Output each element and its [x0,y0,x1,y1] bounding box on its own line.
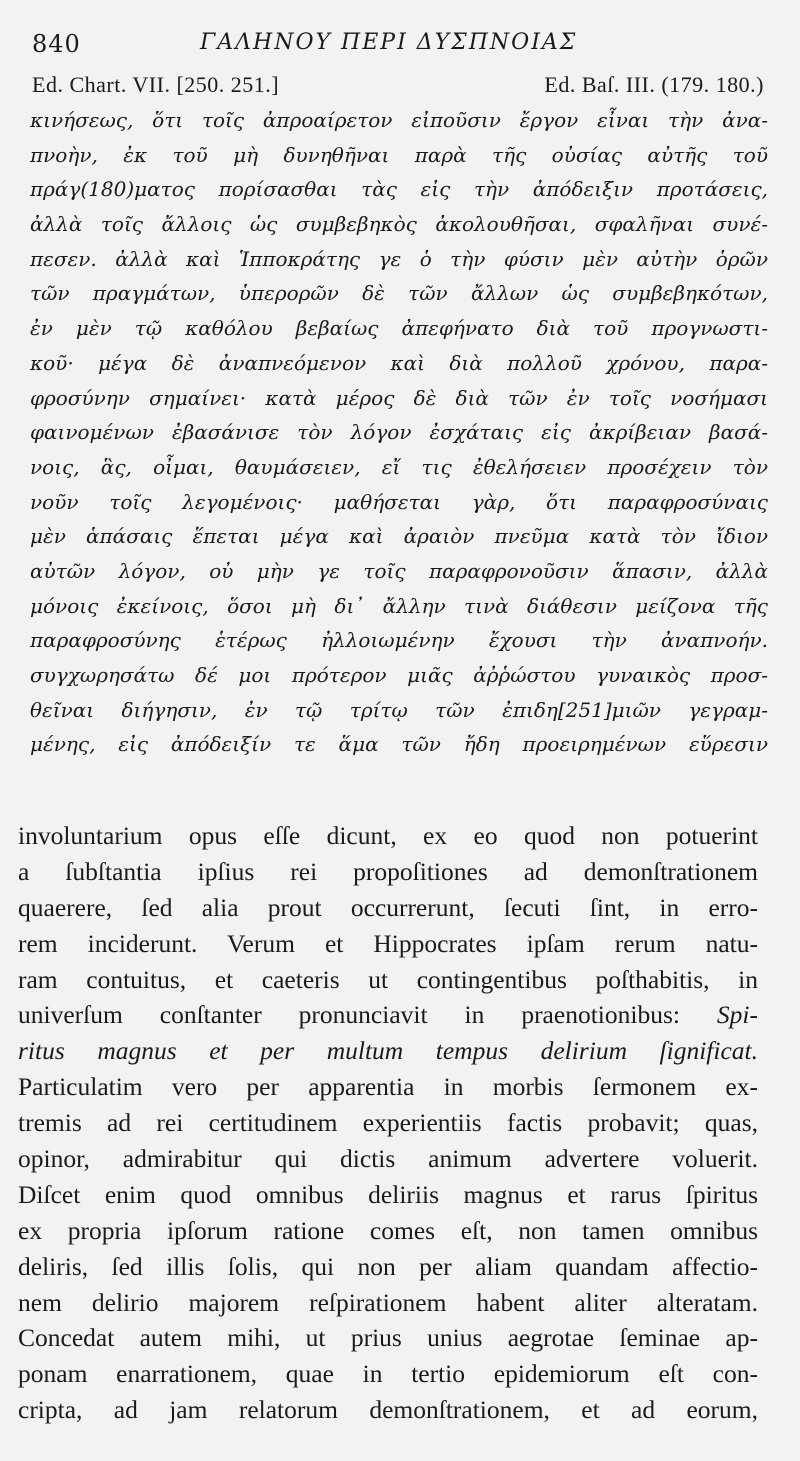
greek-text-line: ἀλλὰ τοῖς ἄλλοις ὡς συμβεβηκὸς ἀκολουθῆσαι, σφαλῆναι συνέ- [30,212,768,237]
greek-text-line: αὐτῶν λόγον, οὐ μὴν γε τοῖς παραφρονοῦσιν ἅπασιν, ἀλλὰ [30,558,768,583]
greek-text-line: φροσύνην σημαίνει· κατὰ μέρος δὲ διὰ τῶν ἐν τοῖς νοσήμασι [30,385,768,410]
latin-text-segment: Concedat autem mihi, ut prius unius aegrotae ſeminae ap- [18,1323,758,1353]
latin-text-line [18,1320,758,1356]
italic-quotation: ritus magnus et per multum tempus delirium ſignificat. [18,1036,758,1066]
latin-text-segment: ram contuitus, et caeteris ut contingentibus poſthabitis, in [18,964,758,994]
latin-text-segment: nem delirio majorem reſpirationem habent aliter alteratam. [18,1287,758,1317]
edition-reference-chartier: Ed. Chart. VII. [250. 251.] [32,72,280,97]
latin-text-line [18,1141,758,1177]
latin-text-block [18,818,758,1428]
greek-text-line: πνοὴν, ἐκ τοῦ μὴ δυνηθῆναι παρὰ τῆς οὐσίας αὐτῆς τοῦ [30,142,768,167]
latin-text-line [18,1249,758,1285]
greek-text-line: κινήσεως, ὅτι τοῖς ἀπροαίρετον εἰποῦσιν ἔργον εἶναι τὴν ἀνα- [30,108,768,132]
greek-text-line: παραφροσύνης ἑτέρως ἠλλοιωμένην ἔχουσι τὴν ἀναπνοήν. [30,628,768,653]
page-number: 840 [32,30,81,58]
greek-text-line: τῶν πραγμάτων, ὑπερορῶν δὲ τῶν ἄλλων ὡς συμβεβηκότων, [30,281,768,306]
italic-quotation: Spi- [716,1000,758,1030]
latin-text-line [18,926,758,962]
latin-text-segment: Particulatim vero per apparentia in morbis ſermonem ex- [18,1072,758,1102]
latin-text-segment: ex propria ipſorum ratione comes eſt, non tamen omnibus [18,1215,758,1245]
greek-text-line: ἐν μὲν τῷ καθόλου βεβαίως ἀπεφήνατο διὰ τοῦ προγνωστι- [30,316,768,341]
greek-text-line: συγχωρησάτω δέ μοι πρότερον μιᾶς ἀῤῥώστου γυναικὸς προσ- [30,663,768,687]
latin-text-line [18,997,758,1033]
latin-text-line [18,1285,758,1321]
latin-text-line [18,818,758,854]
latin-text-segment: tremis ad rei certitudinem experientiis factis probavit; quas, [18,1108,758,1138]
greek-text-line: νοις, ἃς, οἶμαι, θαυμάσειεν, εἴ τις ἐθελήσειεν προσέχειν τὸν [30,454,768,479]
greek-text-block [30,103,768,762]
latin-text-segment: rem inciderunt. Verum et Hippocrates ipſam rerum natu- [18,928,758,958]
latin-text-line [18,1392,758,1428]
latin-text-segment: deliris, ſed illis ſolis, qui non per aliam quandam affectio- [18,1251,758,1281]
greek-text-line: πράγ(180)ματος πορίσασθαι τὰς εἰς τὴν ἀπόδειξιν προτάσεις, [30,177,768,202]
greek-text-line: μένης, εἰς ἀπόδειξίν τε ἅμα τῶν ἤδη προειρημένων εὕρεσιν [30,732,768,757]
greek-text-line: φαινομένων ἐβασάνισε τὸν λόγον ἐσχάταις εἰς ἀκρίβειαν βασά- [30,420,768,445]
edition-reference-basel: Ed. Baſ. III. (179. 180.) [544,72,764,97]
latin-text-line [18,962,758,998]
latin-text-segment: involuntarium opus eſſe dicunt, ex eo quod non potuerint [18,821,758,850]
latin-text-segment: ponam enarrationem, quae in tertio epidemiorum eſt con- [18,1359,758,1389]
latin-text-segment: opinor, admirabitur qui dictis animum advertere voluerit. [18,1144,758,1174]
greek-text-line: θεῖναι διήγησιν, ἐν τῷ τρίτῳ τῶν ἐπιδη[251]μιῶν γεγραμ- [30,697,768,722]
latin-text-line [18,1213,758,1249]
latin-text-line [18,1033,758,1069]
greek-text-line: μόνοις ἐκείνοις, ὅσοι μὴ δι᾽ ἄλλην τινὰ διάθεσιν μείζονα τῆς [30,593,768,618]
latin-text-line [18,1356,758,1392]
greek-text-line: πεσεν. ἀλλὰ καὶ Ἱπποκράτης γε ὁ τὴν φύσιν μὲν αὐτὴν ὁρῶν [30,246,768,271]
latin-text-line [18,1069,758,1105]
latin-text-segment: a ſubſtantia ipſius rei propoſitiones ad demonſtrationem [18,856,758,886]
latin-text-segment: univerſum conſtanter pronunciavit in praenotionibus: [18,1000,717,1030]
greek-text-line: μὲν ἁπάσαις ἕπεται μέγα καὶ ἀραιὸν πνεῦμα κατὰ τὸν ἴδιον [30,524,768,549]
latin-text-segment: quaerere, ſed alia prout occurrerunt, ſecuti ſint, in erro- [18,892,758,922]
latin-text-segment: cripta, ad jam relatorum demonſtrationem, et ad eorum, [18,1395,758,1425]
running-title: ΓΑΛΗΝΟΥ ΠΕΡΙ ΔΥΣΠΝΟΙΑΣ [200,30,578,55]
latin-text-line [18,1105,758,1141]
greek-text-line: νοῦν τοῖς λεγομένοις· μαθήσεται γὰρ, ὅτι παραφροσύναις [30,489,768,514]
latin-text-line [18,1177,758,1213]
latin-text-segment: Diſcet enim quod omnibus deliriis magnus et rarus ſpiritus [18,1179,758,1209]
latin-text-line [18,854,758,890]
greek-text-line: κοῦ· μέγα δὲ ἀναπνεόμενον καὶ διὰ πολλοῦ χρόνου, παρα- [30,350,768,375]
latin-text-line [18,890,758,926]
